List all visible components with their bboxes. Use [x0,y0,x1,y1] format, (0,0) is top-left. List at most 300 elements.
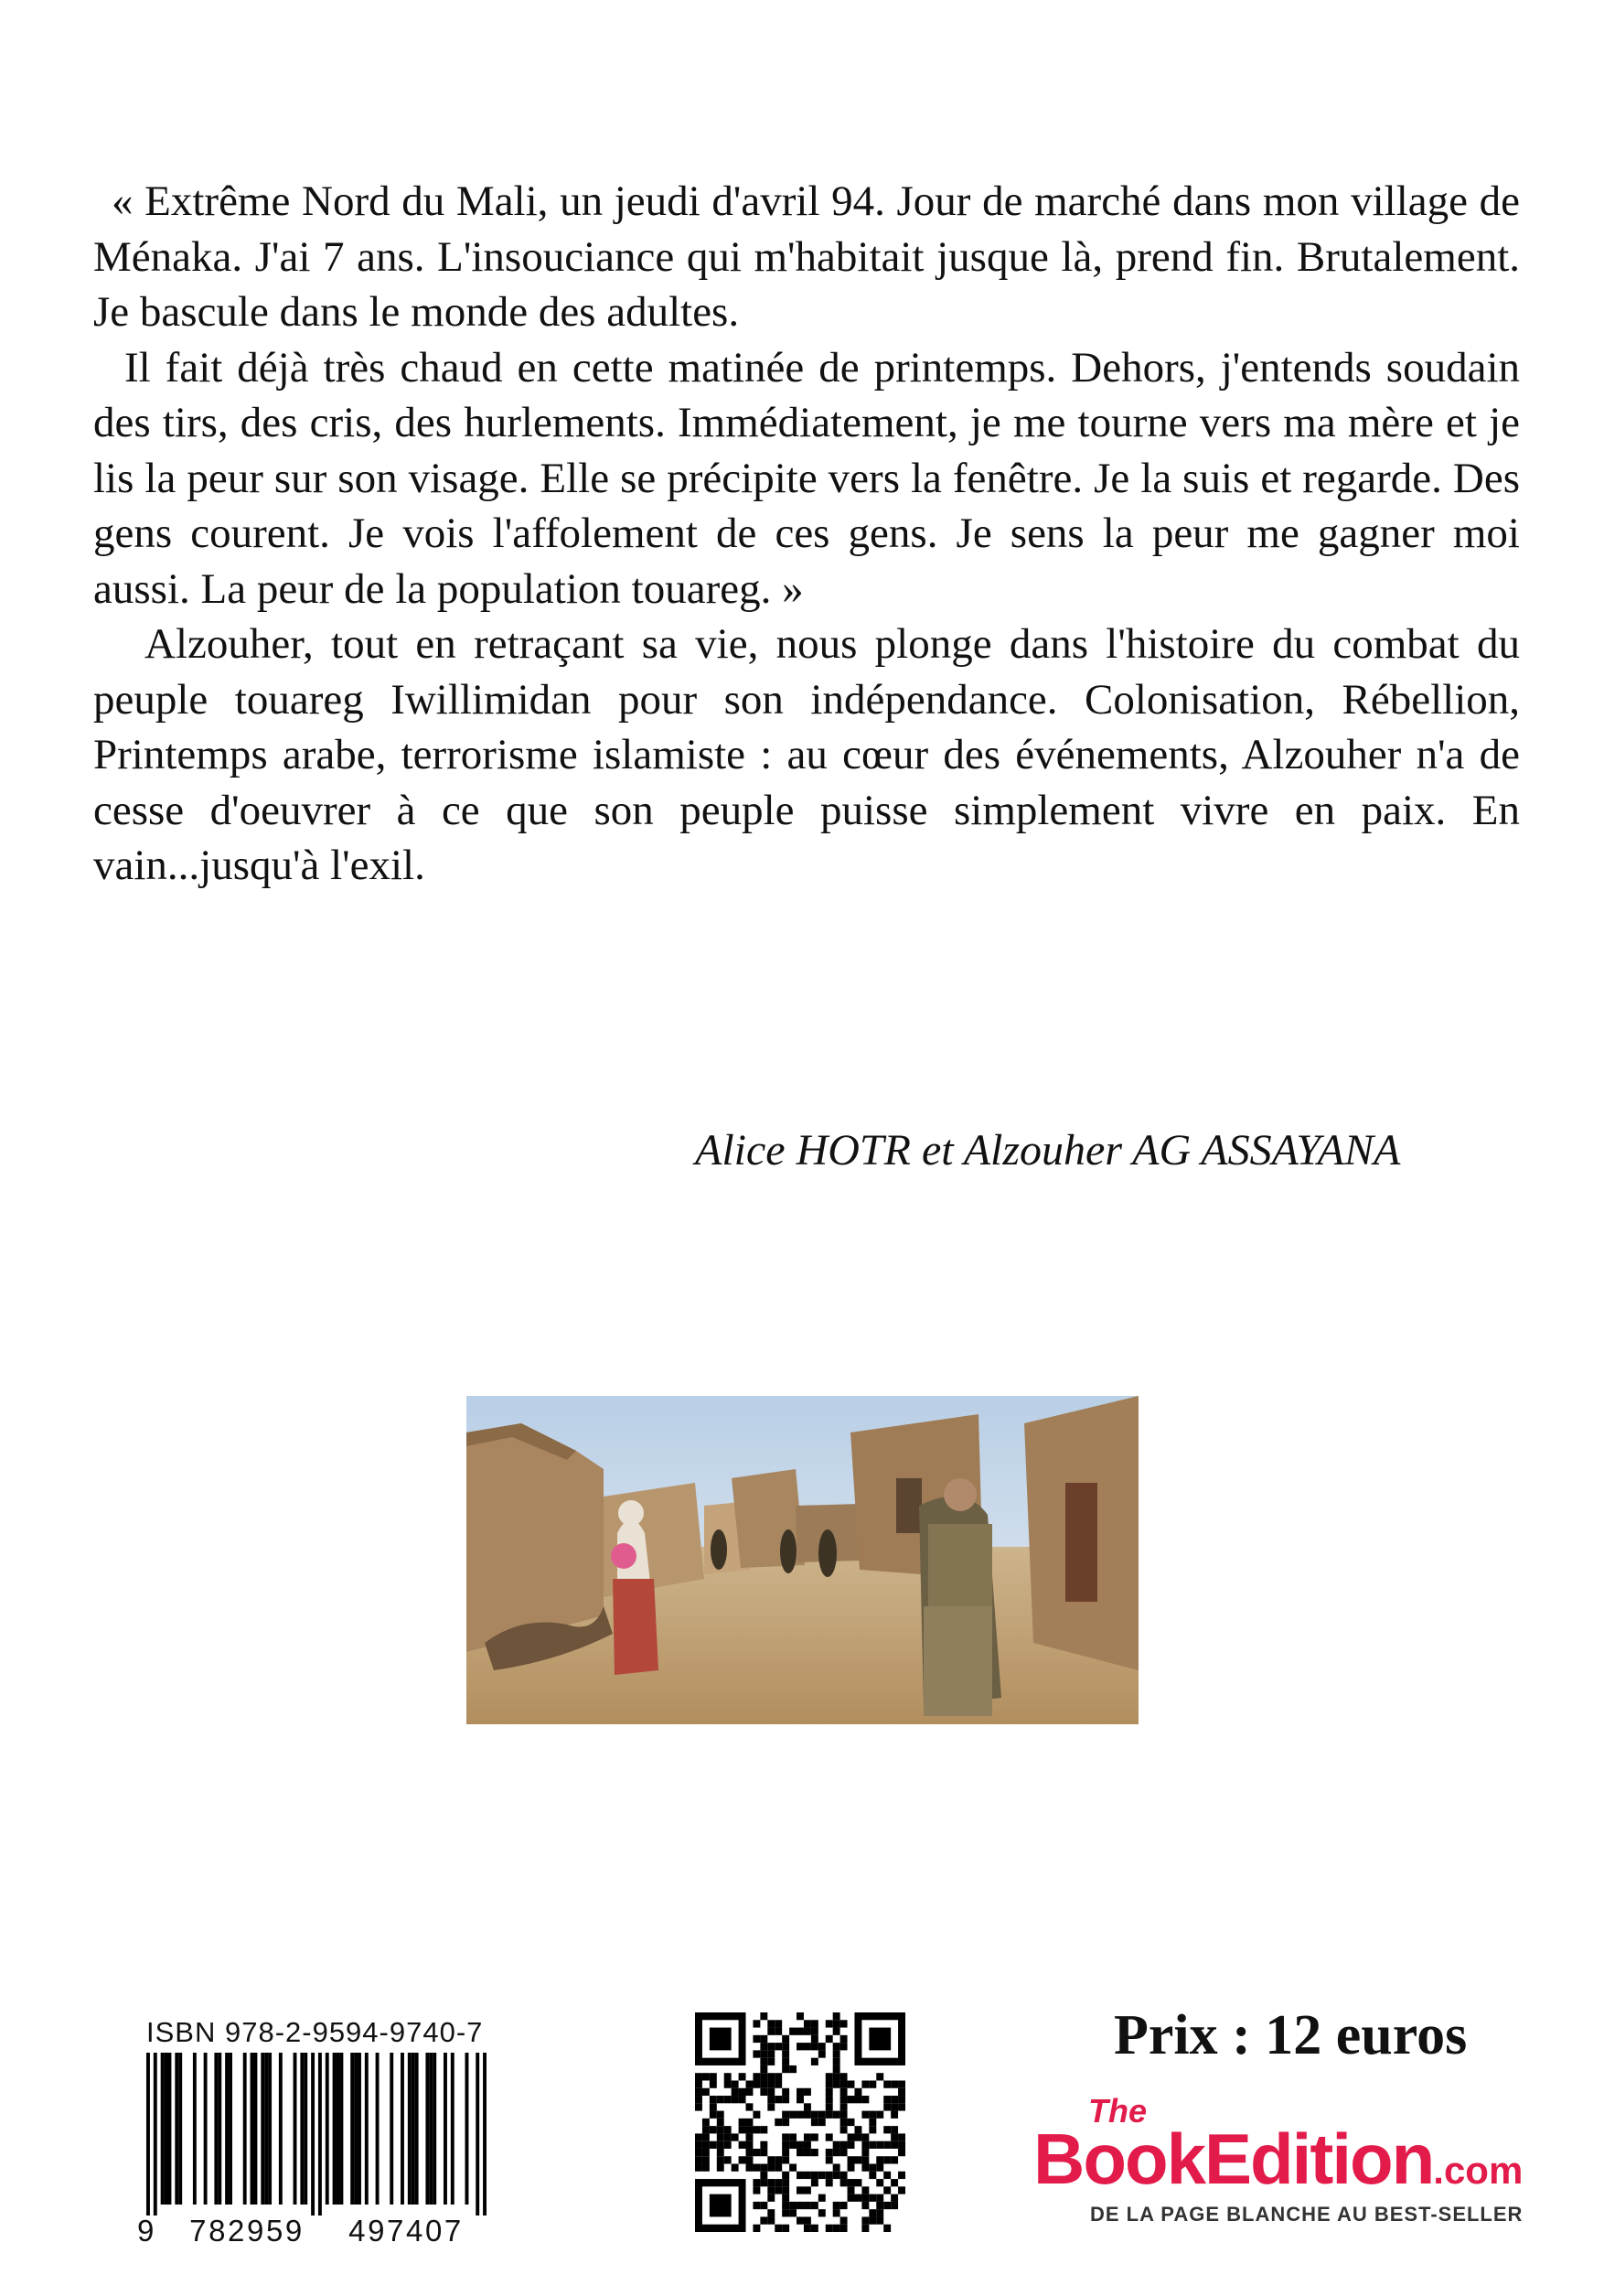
qr-module [782,2111,789,2119]
qr-module [833,2164,840,2172]
ean-right-group: 497407 [348,2214,464,2248]
qr-module [818,2111,826,2119]
qr-module [760,2216,767,2224]
qr-module [891,2080,898,2087]
qr-module [695,2088,702,2096]
qr-module [826,2225,833,2232]
barcode-bar [376,2053,380,2205]
barcode-bar [167,2053,171,2205]
barcode-bar [229,2053,232,2205]
qr-module [695,2149,702,2156]
qr-module [833,2111,840,2119]
qr-module [753,2020,760,2027]
qr-module [695,2103,702,2110]
qr-module [883,2080,891,2087]
qr-module [797,2216,804,2224]
qr-module [702,2156,710,2163]
qr-module [804,2186,811,2194]
qr-module [775,2119,782,2126]
qr-module [797,2111,804,2119]
qr-module [891,2096,898,2103]
qr-module [833,2141,840,2149]
logo-name: BookEdition [1033,2119,1434,2199]
qr-module [818,2194,826,2202]
qr-module [869,2172,876,2179]
qr-module [811,2043,818,2050]
qr-module [826,2020,833,2027]
qr-module [840,2225,848,2232]
qr-module [854,2194,861,2202]
qr-module [898,2172,905,2179]
qr-module [840,2096,848,2103]
qr-module [861,2133,869,2140]
logo-the: The [1088,2092,1148,2130]
qr-module [717,2133,724,2140]
qr-module [767,2216,775,2224]
qr-module [854,2088,861,2096]
barcode-bar [476,2053,479,2216]
qr-module [898,2096,905,2103]
qr-module [840,2020,848,2027]
qr-module [826,2111,833,2119]
barcode-bar [175,2053,178,2205]
qr-module [746,2133,754,2140]
qr-module [876,2073,883,2080]
qr-module [804,2043,811,2050]
qr-module [826,2073,833,2080]
qr-module [724,2156,732,2163]
qr-module [876,2216,883,2224]
qr-module [826,2035,833,2043]
qr-module [767,2043,775,2050]
qr-module [760,2073,767,2080]
qr-module [804,2225,811,2232]
barcode-bar [193,2053,197,2205]
qr-module [840,2202,848,2209]
qr-module [760,2202,767,2209]
qr-module [782,2050,789,2057]
qr-code [695,2012,905,2232]
qr-module [883,2172,891,2179]
qr-module [789,2065,797,2073]
barcode-bar [425,2053,429,2205]
qr-module [702,2141,710,2149]
qr-module [695,2080,702,2087]
qr-module [833,2065,840,2073]
cover-photo [466,1396,1139,1724]
qr-module [854,2133,861,2140]
qr-module [760,2080,767,2087]
barcode-bar [318,2053,322,2216]
qr-module [797,2172,804,2179]
qr-module [891,2103,898,2110]
qr-module [710,2126,717,2133]
qr-module [840,2216,848,2224]
qr-module [775,2179,782,2186]
qr-module [702,2073,710,2080]
barcode-bar [268,2053,272,2205]
qr-module [876,2164,883,2172]
qr-module [775,2043,782,2050]
qr-module [717,2096,724,2103]
qr-module [826,2179,833,2186]
qr-module [869,2119,876,2126]
qr-module [891,2194,898,2202]
qr-module [702,2164,710,2172]
qr-module [840,2080,848,2087]
qr-module [782,2088,789,2096]
qr-module [782,2186,789,2194]
qr-finder [710,2028,732,2051]
qr-module [782,2141,789,2149]
qr-module [782,2156,789,2163]
qr-module [710,2073,717,2080]
qr-module [797,2088,804,2096]
barcode-bar [339,2053,343,2205]
qr-module [869,2080,876,2087]
qr-module [883,2156,891,2163]
qr-module [891,2141,898,2149]
qr-module [702,2149,710,2156]
barcode-bar [225,2053,229,2205]
qr-module [732,2133,739,2140]
qr-module [804,2141,811,2149]
qr-module [848,2186,855,2194]
qr-module [840,2043,848,2050]
qr-module [775,2225,782,2232]
barcode-bar [261,2053,264,2205]
qr-module [732,2088,739,2096]
qr-module [767,2080,775,2087]
qr-module [804,2149,811,2156]
qr-module [861,2186,869,2194]
qr-module [848,2194,855,2202]
qr-module [848,2156,855,2163]
qr-module [826,2096,833,2103]
qr-module [811,2179,818,2186]
qr-module [891,2133,898,2140]
qr-module [746,2103,754,2110]
qr-module [760,2149,767,2156]
qr-module [710,2103,717,2110]
qr-module [840,2103,848,2110]
qr-module [811,2020,818,2027]
barcode-bar [218,2053,221,2205]
qr-module [876,2194,883,2202]
qr-module [848,2141,855,2149]
qr-module [746,2088,754,2096]
qr-module [883,2186,891,2194]
qr-module [804,2133,811,2140]
barcode-bar [354,2053,358,2205]
qr-module [710,2096,717,2103]
qr-module [775,2073,782,2080]
barcode-bar [350,2053,354,2205]
qr-module [833,2043,840,2050]
qr-module [760,2141,767,2149]
qr-module [739,2088,746,2096]
qr-module [739,2096,746,2103]
barcode-bar [294,2053,297,2205]
qr-module [833,2149,840,2156]
qr-module [898,2141,905,2149]
qr-module [746,2119,754,2126]
qr-module [753,2073,760,2080]
qr-module [739,2141,746,2149]
qr-module [898,2088,905,2096]
qr-module [840,2126,848,2133]
logo-dotcom: .com [1433,2149,1524,2192]
price-label: Prix : 12 euros [1114,2004,1468,2066]
qr-module [869,2194,876,2202]
qr-module [724,2133,732,2140]
qr-module [854,2126,861,2133]
qr-module [767,2088,775,2096]
qr-module [861,2111,869,2119]
qr-module [840,2149,848,2156]
qr-module [861,2096,869,2103]
qr-module [782,2058,789,2065]
qr-module [739,2119,746,2126]
qr-module [782,2202,789,2209]
qr-module [883,2225,891,2232]
qr-module [848,2119,855,2126]
qr-module [767,2186,775,2194]
qr-module [739,2126,746,2133]
qr-module [861,2164,869,2172]
qr-module [767,2209,775,2216]
qr-module [848,2164,855,2172]
qr-module [891,2202,898,2209]
qr-module [717,2156,724,2163]
qr-module [891,2111,898,2119]
qr-module [760,2050,767,2057]
qr-module [753,2080,760,2087]
qr-module [724,2080,732,2087]
qr-module [826,2088,833,2096]
qr-module [695,2156,702,2163]
qr-module [869,2216,876,2224]
qr-module [767,2020,775,2027]
barcode-bar [154,2053,157,2216]
qr-module [760,2172,767,2179]
qr-module [753,2111,760,2119]
qr-module [876,2179,883,2186]
qr-module [753,2179,760,2186]
qr-module [753,2126,760,2133]
qr-module [797,2043,804,2050]
qr-module [883,2141,891,2149]
qr-module [891,2156,898,2163]
qr-module [848,2096,855,2103]
qr-module [826,2133,833,2140]
blurb-paragraph-1: « Extrême Nord du Mali, un jeudi d'avril 94. Jour de marché dans mon village de Ménaka. J'ai 7 ans. L'insouciance qui m'habitait jusque là, prend fin. Brutalement. Je bascule dans le monde des adultes. [93,177,1520,336]
qr-module [775,2164,782,2172]
qr-module [753,2186,760,2194]
qr-module [804,2088,811,2096]
qr-module [854,2156,861,2163]
qr-module [732,2080,739,2087]
qr-module [833,2012,840,2020]
barcode-bar [433,2053,436,2205]
qr-module [818,2043,826,2050]
qr-module [876,2156,883,2163]
qr-module [876,2202,883,2209]
qr-module [811,2028,818,2035]
qr-module [883,2103,891,2110]
qr-module [869,2164,876,2172]
qr-module [782,2179,789,2186]
qr-module [702,2088,710,2096]
qr-module [804,2111,811,2119]
qr-module [760,2126,767,2133]
qr-module [695,2073,702,2080]
qr-module [710,2080,717,2087]
qr-module [782,2043,789,2050]
qr-module [760,2065,767,2073]
qr-module [898,2186,905,2194]
blurb-paragraph-3: Alzouher, tout en retraçant sa vie, nous plonge dans l'histoire du combat du peuple touareg Iwillimidan pour son indépendance. Colonisation, Rébellion, Printemps arabe, terrorisme islamiste : au cœur des événements, Alzouher n'a de cesse d'oeuvrer à ce que son peuple puisse simplement vivre en paix. En vain...jusqu'à l'exil. [93,620,1520,889]
barcode-bar [415,2053,419,2205]
barcode-bar [365,2053,369,2205]
qr-module [833,2073,840,2080]
qr-module [782,2119,789,2126]
qr-module [782,2172,789,2179]
qr-module [811,2111,818,2119]
barcode-bars [146,2053,487,2216]
qr-module [804,2103,811,2110]
qr-module [775,2156,782,2163]
qr-module [724,2126,732,2133]
qr-module [702,2133,710,2140]
qr-module [869,2126,876,2133]
qr-module [732,2096,739,2103]
barcode-bar [390,2053,393,2205]
qr-module [789,2209,797,2216]
qr-module [695,2096,702,2103]
qr-module [811,2035,818,2043]
qr-module [702,2126,710,2133]
qr-module [833,2050,840,2057]
qr-module [818,2209,826,2216]
qr-module [739,2156,746,2163]
qr-module [826,2080,833,2087]
qr-module [811,2172,818,2179]
qr-module [804,2216,811,2224]
qr-module [789,2111,797,2119]
qr-module [861,2149,869,2156]
blurb-paragraph-2: Il fait déjà très chaud en cette matinée de printemps. Dehors, j'entends soudain des tirs, des cris, des hurlements. Immédiatement, je me tourne vers ma mère et je lis la peur sur son visage. Elle se précipite vers la fenêtre. Je la suis et regarde. Des gens courent. Je vois l'affolement de ces gens. Je sens la peur me gagner moi aussi. La peur de la population touareg. » [93,343,1520,613]
qr-module [833,2080,840,2087]
qr-module [775,2020,782,2027]
qr-module [746,2080,754,2087]
qr-module [753,2164,760,2172]
qr-module [767,2164,775,2172]
qr-module [789,2028,797,2035]
qr-module [746,2149,754,2156]
qr-module [833,2225,840,2232]
qr-module [767,2073,775,2080]
barcode-bar [300,2053,304,2205]
qr-module [833,2058,840,2065]
qr-module [797,2096,804,2103]
qr-module [869,2111,876,2119]
qr-module [717,2126,724,2133]
ean-lead-digit: 9 [137,2214,156,2248]
qr-module [804,2202,811,2209]
qr-module [717,2149,724,2156]
barcode-bar [251,2053,254,2205]
qr-module [746,2164,754,2172]
barcode-bar [412,2053,415,2205]
qr-module [848,2179,855,2186]
qr-module [782,2209,789,2216]
qr-module [883,2096,891,2103]
qr-module [782,2096,789,2103]
qr-module [840,2073,848,2080]
qr-module [883,2126,891,2133]
ean-left-group: 782959 [189,2214,305,2248]
qr-module [833,2209,840,2216]
qr-module [804,2020,811,2027]
qr-module [811,2119,818,2126]
qr-module [717,2119,724,2126]
qr-module [782,2065,789,2073]
qr-module [767,2156,775,2163]
qr-module [760,2058,767,2065]
qr-module [861,2216,869,2224]
qr-module [789,2202,797,2209]
logo-wordmark [1033,2119,1524,2207]
barcode-bar [214,2053,218,2205]
qr-module [833,2028,840,2035]
qr-module [811,2149,818,2156]
qr-module [789,2164,797,2172]
qr-module [753,2050,760,2057]
barcode-bar [465,2053,469,2205]
qr-module [848,2133,855,2140]
qr-module [861,2080,869,2087]
qr-module [753,2225,760,2232]
qr-module [840,2179,848,2186]
qr-module [782,2133,789,2140]
qr-module [746,2126,754,2133]
qr-module [760,2164,767,2172]
qr-module [746,2141,754,2149]
qr-module [876,2141,883,2149]
qr-module [695,2141,702,2149]
qr-module [840,2088,848,2096]
qr-module [702,2119,710,2126]
qr-module [724,2096,732,2103]
qr-module [717,2141,724,2149]
qr-module [695,2164,702,2172]
qr-finder [710,2194,732,2217]
qr-module [753,2035,760,2043]
qr-module [782,2194,789,2202]
qr-module [818,2050,826,2057]
qr-module [826,2156,833,2163]
qr-module [775,2080,782,2087]
logo-tagline: DE LA PAGE BLANCHE AU BEST-SELLER [1090,2203,1524,2226]
barcode-bar [429,2053,433,2205]
barcode-bar [483,2053,487,2216]
barcode-bar [178,2053,182,2205]
qr-module [826,2172,833,2179]
barcode-bar [165,2053,168,2205]
qr-module [746,2156,754,2163]
isbn-barcode [137,2016,494,2296]
